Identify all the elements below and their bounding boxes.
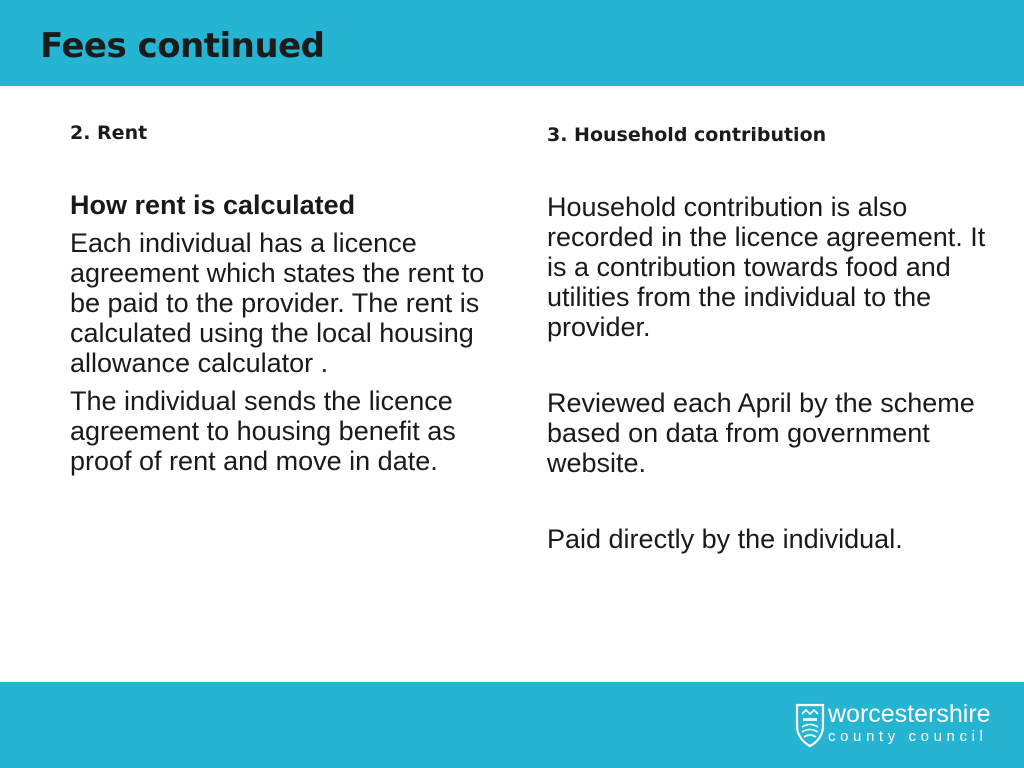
council-crest-icon	[794, 702, 826, 748]
payment-paragraph: Paid directly by the individual.	[547, 524, 903, 554]
slide-title: Fees continued	[40, 26, 325, 66]
rent-section-label: 2. Rent	[70, 122, 148, 144]
logo-subtitle: county council	[828, 728, 988, 745]
household-contribution-paragraph: Household contribution is also recorded in the licence agreement. It is a contribution towards food and utilities from the individual to the provider.	[547, 192, 986, 342]
rent-paragraph-housing-benefit: The individual sends the licence agreement to housing benefit as proof of rent and move in date.	[70, 386, 456, 476]
rent-heading: How rent is calculated	[70, 190, 356, 220]
rent-column	[70, 120, 500, 476]
review-paragraph: Reviewed each April by the scheme based on data from government website.	[547, 388, 975, 478]
household-contribution-label: 3. Household contribution	[547, 124, 827, 146]
logo-name: worcestershire	[828, 700, 991, 728]
council-logo	[794, 702, 1014, 752]
household-contribution-column	[547, 122, 987, 554]
rent-paragraph-licence: Each individual has a licence agreement which states the rent to be paid to the provider. The rent is calculated using the local housing allowance calculator .	[70, 228, 485, 378]
